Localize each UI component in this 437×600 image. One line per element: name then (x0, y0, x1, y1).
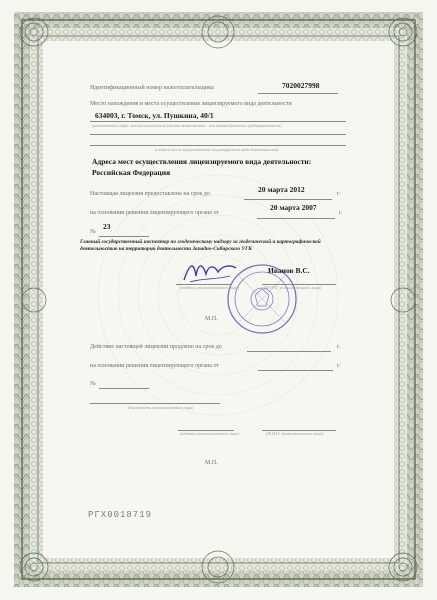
signature-caption: (подпись уполномоченного лица) (180, 285, 240, 290)
activity-address-heading: Адреса мест осуществления лицензируемого вида деятельности: (92, 157, 312, 166)
extension-number-label: № (90, 381, 96, 387)
extension-basis-suffix: г. (337, 363, 341, 369)
term-date: 20 марта 2012 (258, 185, 305, 194)
inspector-name: Иванов В.С. (268, 266, 310, 275)
location-label: Место нахождения и места осуществления лицензируемого вида деятельности (90, 101, 292, 107)
basis-suffix: г. (339, 210, 343, 216)
inn-underline (258, 93, 338, 94)
number-underline (99, 236, 149, 237)
name-caption-2: (Ф.И.О. уполномоченного лица) (266, 431, 324, 436)
term-label: Настоящая лицензия предоставлена на срок до (90, 191, 210, 197)
location-underline (90, 121, 346, 122)
location-value: 634003, г. Томск, ул. Пушкина, 40/1 (95, 111, 214, 120)
location-underline-3 (90, 145, 346, 146)
extension-term-underline (247, 351, 331, 352)
extension-basis-label: на основании решения лицензирующего органа от (90, 363, 219, 369)
basis-label: на основании решения лицензирующего органа от (90, 210, 219, 216)
signature-caption-2: (подпись уполномоченного лица) (180, 431, 240, 436)
extension-term-suffix: г. (337, 344, 341, 350)
inn-label: Идентификационный номер налогоплательщика (90, 85, 214, 91)
inspector-title: Главный государственный инспектор по геодезическому надзору за геодезической и картографической деятельностью на территории деятельности Западно-Сибирского УГК (80, 239, 321, 252)
extension-number-underline (99, 388, 149, 389)
position-underline (90, 403, 220, 404)
name-caption: (Ф.И.О. уполномоченного лица) (264, 285, 322, 290)
term-suffix: г. (337, 191, 341, 197)
basis-underline (257, 218, 335, 219)
activity-address-value: Российская Федерация (92, 168, 171, 177)
position-caption: (должность уполномоченного лица) (128, 405, 194, 410)
extension-term-label: Действие настоящей лицензии продлено на срок до (90, 344, 222, 350)
term-underline (244, 199, 332, 200)
location-caption-2: и адреса мест осуществления лицензируемого вида деятельности) (155, 147, 279, 152)
serial-number: РГХ0018719 (88, 510, 153, 520)
basis-date: 20 марта 2007 (270, 203, 317, 212)
number-value: 23 (103, 222, 111, 231)
extension-basis-underline (258, 370, 333, 371)
number-label: № (90, 229, 96, 235)
inn-value: 7020027998 (282, 81, 320, 90)
stamp-place-2: М.П. (205, 460, 218, 466)
location-underline-2 (90, 134, 346, 135)
stamp-place-1: М.П. (205, 316, 218, 322)
location-caption: (указываются адрес места нахождения (места жительства - для индивидуального предпринимателя) (92, 123, 282, 128)
